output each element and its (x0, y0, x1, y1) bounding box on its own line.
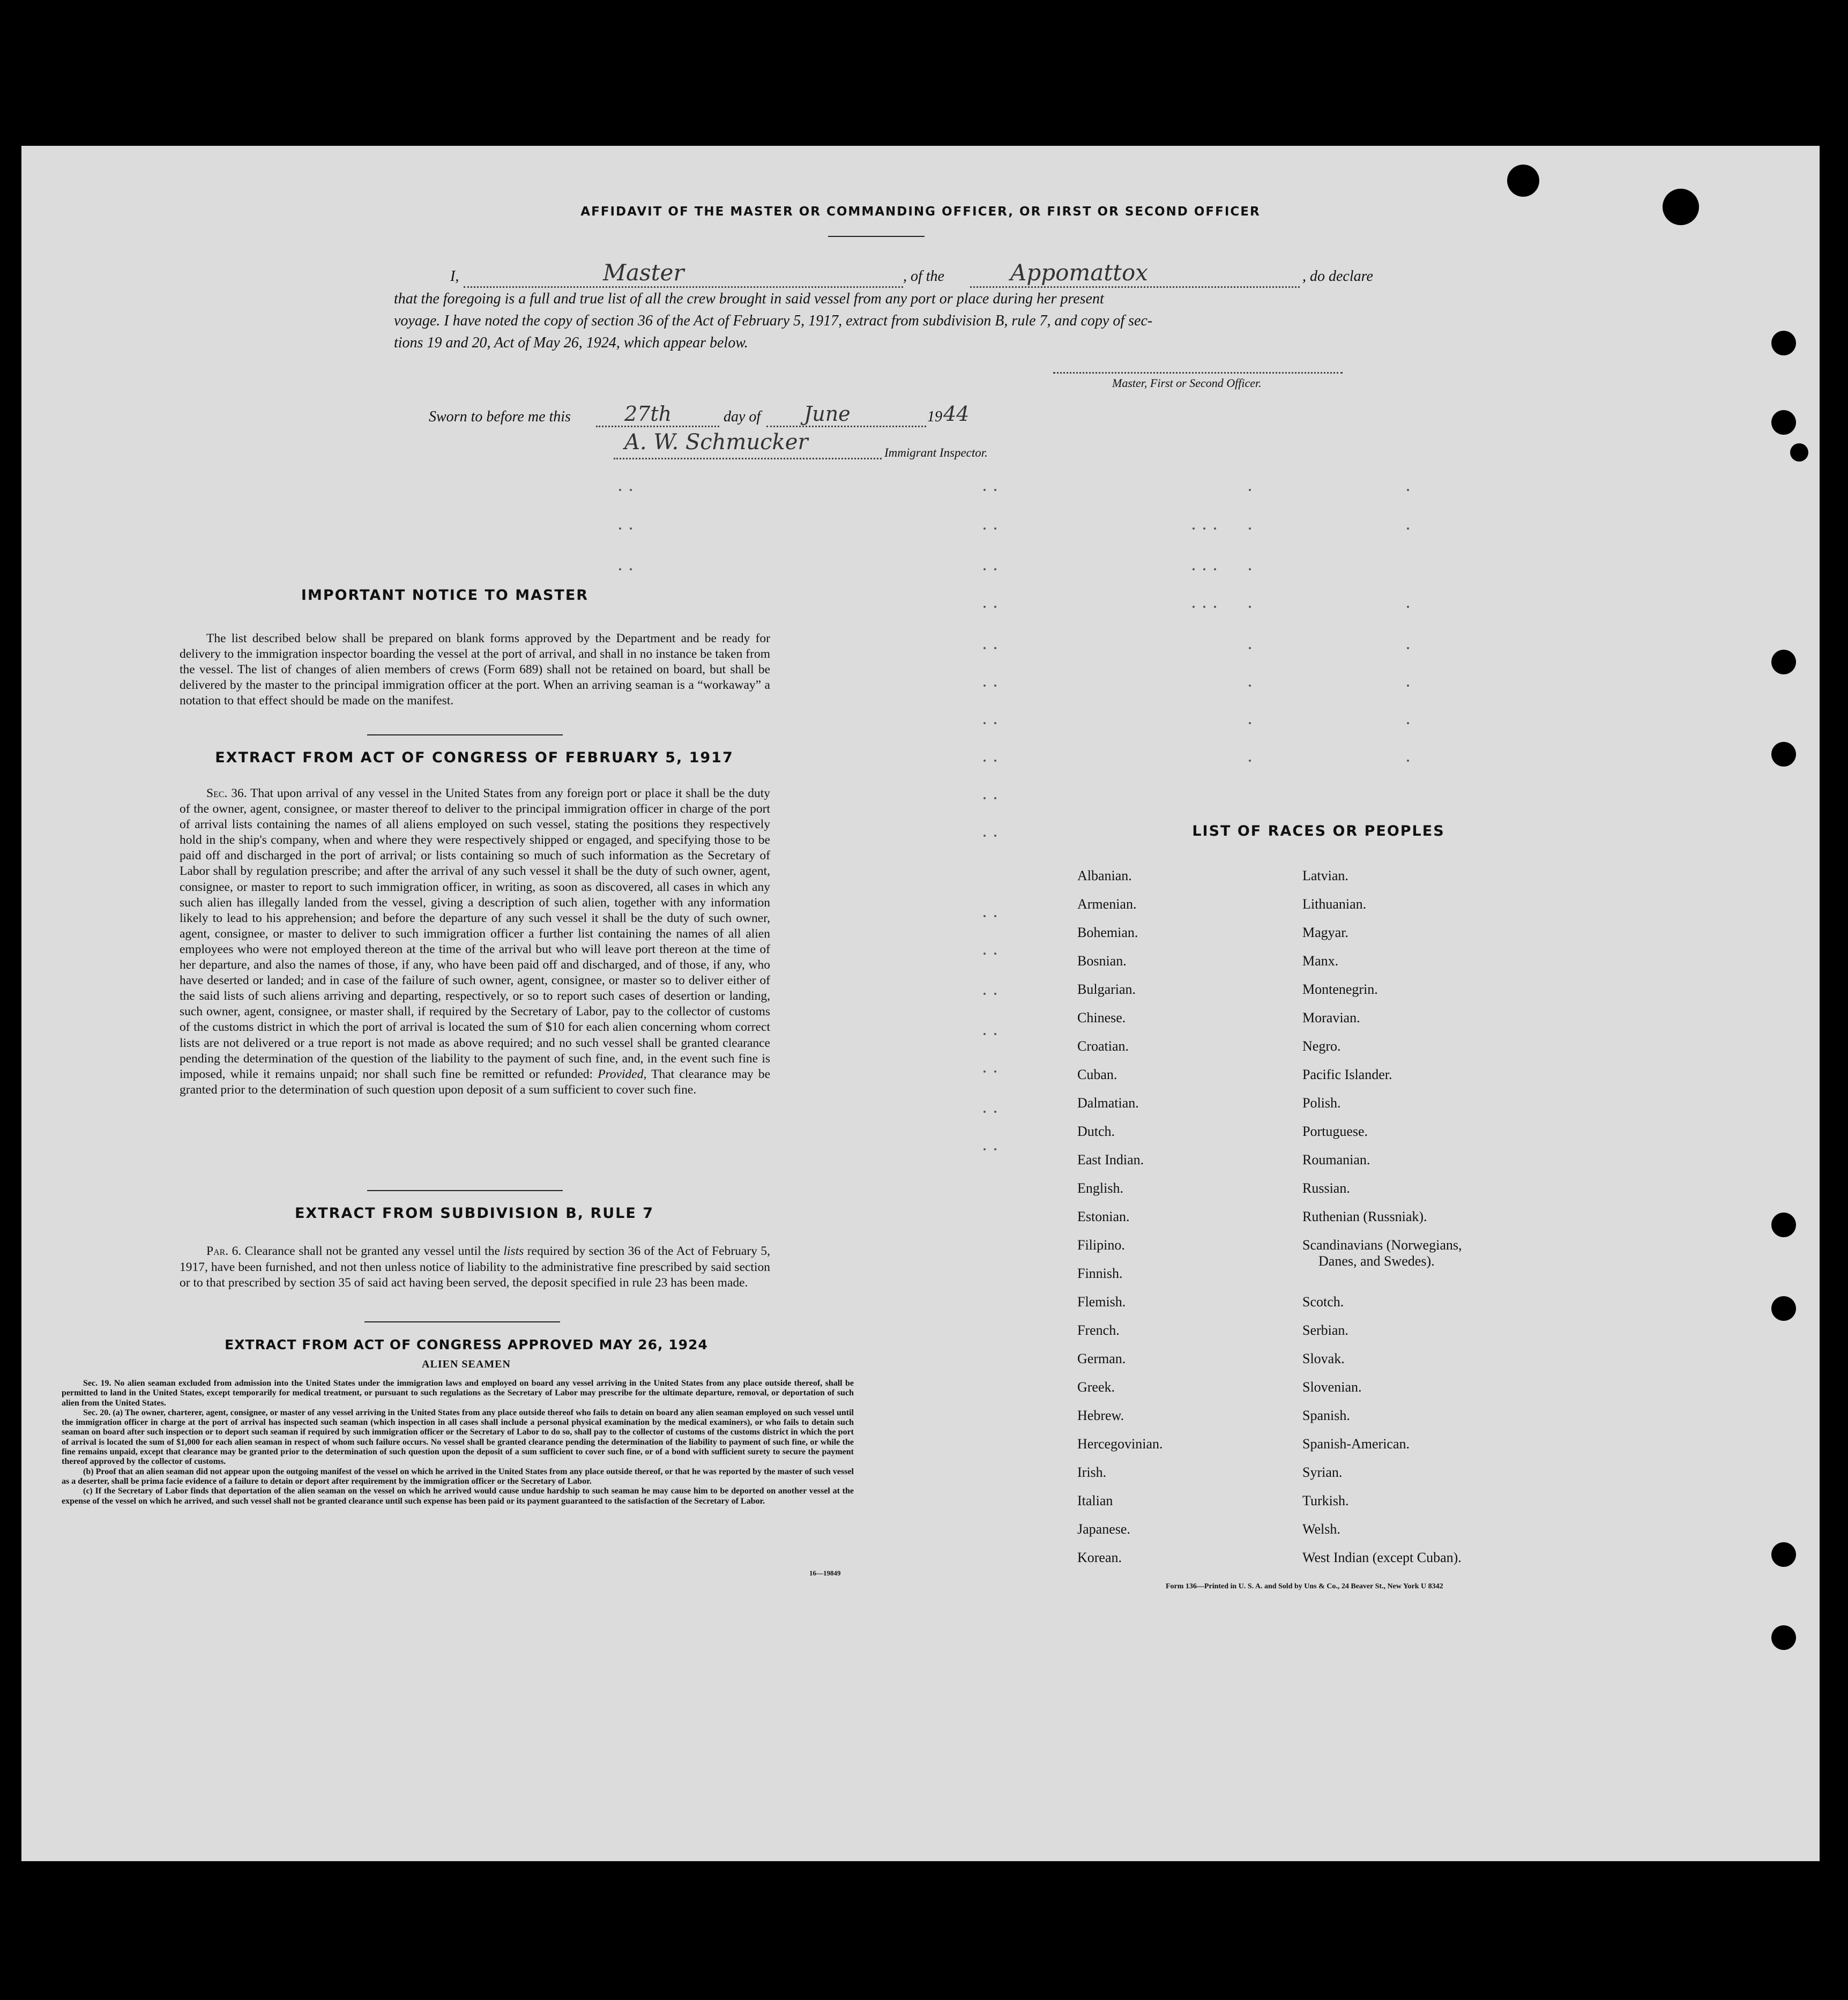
affidavit-line-4: tions 19 and 20, Act of May 26, 1924, which appear below. (394, 334, 748, 351)
notice-heading: IMPORTANT NOTICE TO MASTER (301, 587, 589, 604)
race-left: German. (1077, 1351, 1126, 1366)
race-left: Bohemian. (1077, 925, 1138, 940)
punch-hole (1790, 443, 1808, 462)
day-of-label: day of (724, 408, 761, 425)
race-right: Danes, and Swedes). (1318, 1253, 1435, 1269)
race-right: Latvian. (1302, 868, 1348, 883)
race-left: Croatian. (1077, 1038, 1129, 1054)
race-right: Ruthenian (Russniak). (1302, 1209, 1427, 1224)
punch-hole (1771, 1296, 1796, 1321)
affidavit-declare: , do declare (1302, 268, 1373, 285)
punch-hole (1507, 165, 1539, 197)
signature-caption: Master, First or Second Officer. (1112, 376, 1262, 390)
paragraph-label: Par. 6. (206, 1244, 242, 1258)
race-right: Montenegrin. (1302, 982, 1378, 997)
section-20c: (c) If the Secretary of Labor finds that deportation of the alien seaman on the vessel on which he arrived would cause undue hardship to such seaman he may cause him to be deported on another vessel at the expense of the vessel on which he arrived, and such vessel shall not be granted clearance until such expense has been paid or its payment guaranteed to the satisfaction of the Secretary of Labor. (62, 1486, 854, 1506)
race-left: Bulgarian. (1077, 982, 1136, 997)
sworn-statement (429, 403, 1126, 462)
race-right: Syrian. (1302, 1464, 1343, 1480)
race-right: Manx. (1302, 953, 1339, 969)
punch-hole (1771, 1213, 1796, 1237)
month-handwritten: June (804, 402, 851, 426)
race-right: Scotch. (1302, 1294, 1344, 1310)
day-handwritten: 27th (624, 402, 672, 426)
race-left: Finnish. (1077, 1266, 1123, 1281)
affidavit-line-3: voyage. I have noted the copy of section 36 of the Act of February 5, 1917, extract from subdivision B, rule 7, and copy of sec- (394, 313, 1153, 329)
extract-1924-text (62, 1379, 854, 1506)
divider (367, 734, 563, 735)
race-left: English. (1077, 1180, 1123, 1196)
inspector-handwritten: A. W. Schmucker (624, 430, 808, 455)
section-36-body: That upon arrival of any vessel in the United States from any foreign port or place it shall be the duty of the owner, agent, consignee, or master thereof to deliver to the principal immigration officer in charge of the port of arrival lists containing the names of all aliens employed on such vessel, stating the positions they respectively hold in the ship's company, when and where they were respectively shipped or engaged, and specifying those to be paid off and discharged in the port of arrival; or lists containing so much of such information as the Secretary of Labor shall by regulation prescribe; and after the arrival of any such vessel it shall be the duty of such owner, agent, consignee, or master to report to such immigration officer, in writing, as soon as discovered, all cases in which any such alien has illegally landed from the vessel, giving a description of such alien, together with any information likely to lead to his apprehension; and before the departure of any such vessel it shall be the duty of such owner, agent, consignee, or master to deliver to such immigration officer a further list containing the names of all alien employees who were not employed thereon at the time of the arrival but who will leave port thereon at the time of her departure, and also the names of those, if any, who have been paid off and discharged, and of those, if any, who have deserted or landed; and in case of the failure of such owner, agent, consignee, or master so to deliver either of the said lists of such aliens arriving and departing, respectively, or so to report such cases of desertion or landing, such owner, agent, consignee, or master shall, if required by the Secretary of Labor, pay to the collector of customs of the customs district in which the port of arrival is located the sum of $10 for each alien concerning whom correct lists are not delivered or a true report is not made as above required; and no such vessel shall be granted clearance pending the determination of the question of the liability to the payment of such fine, and, in the event such fine is imposed, while it remains unpaid; nor shall such fine be remitted or refunded: (180, 786, 771, 1081)
extract-1917-text (180, 786, 770, 1098)
race-left: Hebrew. (1077, 1408, 1124, 1423)
race-left: Chinese. (1077, 1010, 1126, 1025)
race-left: Cuban. (1077, 1067, 1117, 1082)
race-left: Irish. (1077, 1464, 1107, 1480)
race-right: Roumanian. (1302, 1152, 1370, 1168)
race-left: Japanese. (1077, 1521, 1130, 1537)
race-left: Italian (1077, 1493, 1113, 1508)
race-right: Magyar. (1302, 925, 1348, 940)
punch-hole (1771, 742, 1796, 767)
affidavit-line-2: that the foregoing is a full and true list of all the crew brought in said vessel from any port or place during her present (394, 291, 1104, 307)
punch-hole (1771, 331, 1796, 355)
race-left: Armenian. (1077, 896, 1137, 912)
form-number: 16—19849 (809, 1569, 841, 1577)
section-20a: Sec. 20. (a) The owner, charterer, agent, consignee, or master of any vessel arriving in the United States from any place outside thereof who fails to detain on board any alien seaman employed on such vessel until the immigration officer in charge at the port of arrival has inspected such seaman (which inspection in all cases shall include a personal physical examination by the medical examiners), or who fails to detain such seaman on board after such inspection or to deport such seaman if required by such immigration officer or the Secretary of Labor to do so, shall pay to the collector of customs of the customs district in which the port of arrival is located the sum of $1,000 for each alien seaman in respect of whom such failure occurs. No vessel shall be granted clearance pending the determination of the liability to payment of such fine, or while the fine remains unpaid, except that clearance may be granted prior to the determination of such question upon the deposit of a sum sufficient to cover such fine, or of a bond with sufficient surety to secure the payment thereof approved by the collector of customs. (62, 1408, 854, 1467)
race-left: Estonian. (1077, 1209, 1130, 1224)
race-left: Filipino. (1077, 1237, 1125, 1253)
race-right: Slovenian. (1302, 1379, 1362, 1395)
race-left: Albanian. (1077, 868, 1132, 883)
race-left: Dalmatian. (1077, 1095, 1139, 1111)
race-left: Hercegovinian. (1077, 1436, 1163, 1452)
race-left: French. (1077, 1322, 1120, 1338)
race-right: Spanish-American. (1302, 1436, 1410, 1452)
race-right: Portuguese. (1302, 1124, 1368, 1139)
races-heading: LIST OF RACES OR PEOPLES (1192, 823, 1445, 839)
race-left: Dutch. (1077, 1124, 1115, 1139)
extract-1924-heading: EXTRACT FROM ACT OF CONGRESS APPROVED MAY 26, 1924 (225, 1337, 708, 1352)
notice-text: The list described below shall be prepared on blank forms approved by the Department and be ready for delivery to the immigration inspector boarding the vessel at the port of arrival, and shall in no instance be taken from the vessel. The list of changes of alien members of crews (Form 689) shall not be retained on board, but shall be delivered by the master to the principal immigration officer at the port. When an arriving seaman is a “workaway” a notation to that effect should be made on the manifest. (180, 631, 770, 708)
master-signature-line (1053, 371, 1343, 374)
race-right: Russian. (1302, 1180, 1350, 1196)
rule7-body-a: Clearance shall not be granted any vessel until the (244, 1244, 500, 1258)
master-handwritten: Master (603, 259, 684, 286)
section-20b: (b) Proof that an alien seaman did not appear upon the outgoing manifest of the vessel on which he arrived in the United States from any place outside thereof, or that he was reported by the master of such vessel as a deserter, shall be prima facie evidence of a failure to detain or deport after requirement by the immigration officer or the Secretary of Labor. (62, 1467, 854, 1486)
race-right: Pacific Islander. (1302, 1067, 1392, 1082)
section-36-end: That clearance may be granted prior to the determination of such question upon deposit of a sum sufficient to cover such fine. (180, 1067, 771, 1097)
rule7-heading: EXTRACT FROM SUBDIVISION B, RULE 7 (294, 1205, 654, 1222)
section-label: Sec. 36. (206, 786, 247, 800)
punch-hole (1771, 410, 1796, 435)
affidavit-i: I, (450, 268, 459, 285)
section-19: Sec. 19. No alien seaman excluded from admission into the United States under the immigration laws and employed on board any vessel arriving in the United States from any place outside thereof, shall be permitted to land in the United States, except temporarily for medical treatment, or pursuant to such regulations as the Secretary of Labor may prescribe for the ultimate departure, removal, or deportation of such alien from the United States. (62, 1379, 854, 1408)
race-right: Polish. (1302, 1095, 1341, 1111)
extract-1917-heading: EXTRACT FROM ACT OF CONGRESS OF FEBRUARY 5, 1917 (215, 749, 734, 766)
punch-hole (1663, 189, 1699, 225)
sworn-prefix: Sworn to before me this (429, 408, 571, 425)
race-right: Spanish. (1302, 1408, 1350, 1423)
race-right: Serbian. (1302, 1322, 1348, 1338)
affidavit-title: AFFIDAVIT OF THE MASTER OR COMMANDING OFFICER, OR FIRST OR SECOND OFFICER (580, 205, 1261, 219)
alien-seamen-subheading: ALIEN SEAMEN (422, 1358, 511, 1370)
rule7-body-b: required by section 36 of the Act of February 5, 1917, have been furnished, and not then unless notice of liability to the administrative fine prescribed by said section or to that prescribed by section 35 of said act having been served, the deposit specified in rule 23 has been made. (180, 1244, 771, 1290)
race-right: Slovak. (1302, 1351, 1345, 1366)
punch-hole (1771, 1542, 1796, 1567)
affidavit-declaration (394, 259, 1418, 351)
race-right: Welsh. (1302, 1521, 1340, 1537)
form-footer: Form 136—Printed in U. S. A. and Sold by Uns & Co., 24 Beaver St., New York U 8342 (1166, 1582, 1443, 1590)
divider (367, 1190, 563, 1191)
race-left: East Indian. (1077, 1152, 1144, 1168)
race-right: Scandinavians (Norwegians, (1302, 1237, 1462, 1253)
race-left: Korean. (1077, 1550, 1122, 1565)
lists-word: lists (503, 1244, 524, 1258)
provided-word: Provided, (598, 1067, 647, 1081)
year-handwritten: 44 (943, 402, 970, 426)
race-right: West Indian (except Cuban). (1302, 1550, 1462, 1565)
punch-hole (1771, 1625, 1796, 1650)
rule7-text (180, 1244, 770, 1291)
race-right: Lithuanian. (1302, 896, 1367, 912)
year-printed: 19 (927, 408, 942, 425)
document-page (21, 146, 1820, 1861)
inspector-caption: Immigrant Inspector. (884, 446, 988, 459)
title-underline (828, 236, 925, 237)
race-right: Negro. (1302, 1038, 1341, 1054)
affidavit-of-the: , of the (903, 268, 944, 285)
punch-hole (1771, 650, 1796, 674)
race-left: Flemish. (1077, 1294, 1126, 1310)
race-left: Greek. (1077, 1379, 1115, 1395)
race-left: Bosnian. (1077, 953, 1127, 969)
race-right: Turkish. (1302, 1493, 1349, 1508)
vessel-handwritten: Appomattox (1010, 259, 1148, 286)
divider (364, 1321, 560, 1322)
race-right: Moravian. (1302, 1010, 1360, 1025)
